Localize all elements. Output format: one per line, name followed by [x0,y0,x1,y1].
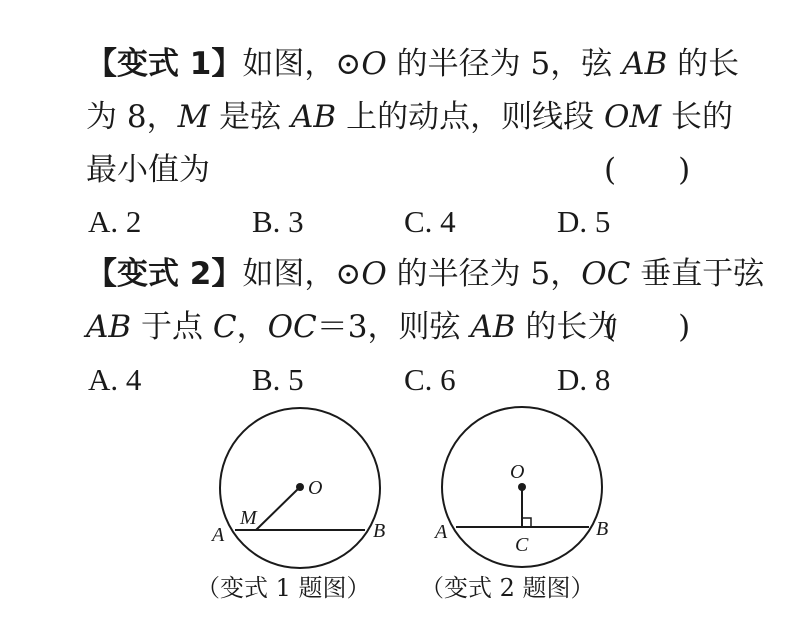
figure-1-segment-om [256,487,300,530]
figure-2-label-b: B [596,518,609,540]
q2-option-a: A. 4 [88,362,142,397]
q2-option-c: C. 6 [404,362,456,397]
q1-tag: 【变式 1】 [86,46,243,82]
q2-option-b: B. 5 [252,362,304,397]
q1-line-2: 为 8，M 是弦 AB 上的动点，则线段 OM 长的 [86,99,733,135]
figure-1-label-a: A [212,524,225,546]
figure-1-center-dot [296,483,304,491]
figure-1-label-b: B [373,520,386,542]
figure-1-label-o: O [308,477,323,499]
q1-answer-blank: ( ) [604,152,691,188]
figure-2-label-c: C [515,534,529,556]
figure-2-caption: （变式 2 题图） [420,574,595,602]
q1-line-1: 【变式 1】如图，⊙O 的半径为 5，弦 AB 的长 [86,46,740,82]
figure-2-label-a: A [435,521,448,543]
q1-option-d: D. 5 [557,204,611,239]
q2-line-2: AB 于点 C，OC＝3，则弦 AB 的长为 [86,309,619,345]
q1-option-a: A. 2 [88,204,142,239]
figure-1-caption: （变式 1 题图） [196,574,371,602]
figure-2 [433,407,608,567]
figure-1 [210,408,385,568]
q1-option-b: B. 3 [252,204,304,239]
q1-option-c: C. 4 [404,204,456,239]
q2-option-d: D. 8 [557,362,611,397]
q1-line-3: 最小值为 [86,152,210,188]
figure-2-center-dot [518,483,526,491]
q2-line-1: 【变式 2】如图，⊙O 的半径为 5，OC 垂直于弦 [86,256,765,292]
q2-tag: 【变式 2】 [86,256,243,292]
figure-1-label-m: M [240,507,257,529]
q2-answer-blank: ( ) [604,309,691,345]
figure-2-label-o: O [510,461,525,483]
figure-2-right-angle-mark [522,518,531,527]
